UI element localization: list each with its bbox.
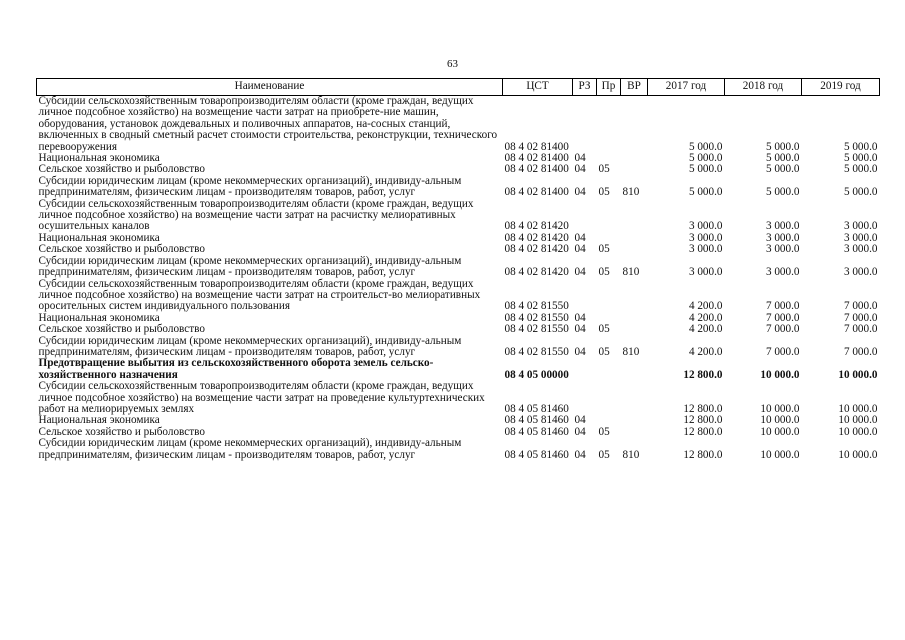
row-vr: 810 bbox=[622, 345, 640, 358]
row-rz bbox=[573, 381, 597, 415]
row-2018: 10 000.0 bbox=[760, 425, 800, 438]
row-2017: 5 000.0 bbox=[688, 152, 723, 165]
row-cst: 08 4 02 81550 bbox=[504, 345, 569, 358]
row-rz: 04 bbox=[574, 414, 586, 427]
row-rz: 04 bbox=[574, 186, 586, 199]
row-2019: 3 000.0 bbox=[843, 266, 878, 279]
row-2017: 12 800.0 bbox=[683, 414, 723, 427]
row-rz: 04 bbox=[574, 231, 586, 244]
row-name: Сельское хозяйство и рыболовство bbox=[38, 425, 205, 438]
row-2019: 7 000.0 bbox=[843, 323, 878, 336]
row-cst: 08 4 02 81400 bbox=[504, 186, 569, 199]
row-2017: 4 200.0 bbox=[688, 311, 723, 324]
table-row bbox=[37, 358, 880, 381]
row-rz bbox=[573, 199, 597, 233]
row-2018: 7 000.0 bbox=[765, 311, 800, 324]
row-cst: 08 4 05 81460 bbox=[504, 414, 569, 427]
row-name: Субсидии сельскохозяйственным товаропроизводителям области (кроме граждан, ведущих личное подсобное хозяйство) на возмещение части затрат на проведение культуртехнических работ на мелиорируемых землях bbox=[38, 380, 485, 415]
row-rz: 04 bbox=[574, 266, 586, 279]
row-2019: 10 000.0 bbox=[838, 448, 878, 461]
table-row bbox=[37, 244, 880, 255]
row-2019: 10 000.0 bbox=[838, 425, 878, 438]
budget-table bbox=[36, 78, 880, 461]
row-2017: 5 000.0 bbox=[688, 140, 723, 153]
row-pr: 05 bbox=[598, 266, 610, 279]
row-2017: 12 800.0 bbox=[683, 368, 723, 381]
row-pr bbox=[597, 381, 621, 415]
row-cst: 08 4 05 81460 bbox=[504, 402, 569, 415]
row-rz bbox=[573, 279, 597, 313]
row-vr bbox=[621, 279, 648, 313]
row-name: Субсидии сельскохозяйственным товаропроизводителям области (кроме граждан, ведущих личное подсобное хозяйство) на возмещение части затрат на приобрете-ние машин, оборудования, установок дождевальных и поливочных аппаратов, на-сосных станций, включенных в сводный сметный расчет стоимости строительства, реконструкции, технического перевооружения bbox=[38, 95, 498, 153]
row-cst: 08 4 02 81550 bbox=[504, 300, 569, 313]
row-rz: 04 bbox=[574, 311, 586, 324]
row-vr bbox=[621, 153, 648, 164]
row-name: Субсидии сельскохозяйственным товаропроизводителям области (кроме граждан, ведущих личное подсобное хозяйство) на возмещение части затрат на строительст-во мелиоративных оросительных систем индивидуального пользования bbox=[38, 277, 481, 313]
row-rz bbox=[573, 96, 597, 154]
page-number: 63 bbox=[447, 58, 458, 70]
table-header-row bbox=[37, 79, 880, 96]
row-2019: 7 000.0 bbox=[843, 345, 878, 358]
row-2017: 12 800.0 bbox=[683, 425, 723, 438]
row-2019: 10 000.0 bbox=[838, 368, 878, 381]
row-name: Субсидии юридическим лицам (кроме некоммерческих организаций), индивиду-альным предпринимателям, физическим лицам - производителям товаров, работ, услуг bbox=[38, 174, 462, 199]
row-2019: 5 000.0 bbox=[843, 152, 878, 165]
row-2017: 5 000.0 bbox=[688, 163, 723, 176]
row-name: Предотвращение выбытия из сельскохозяйственного оборота земель сельско-хозяйственного назначения bbox=[38, 357, 434, 381]
row-pr: 05 bbox=[598, 425, 610, 438]
row-vr bbox=[621, 381, 648, 415]
row-vr bbox=[621, 427, 648, 438]
row-vr bbox=[621, 199, 648, 233]
row-vr bbox=[621, 415, 648, 426]
row-2019: 7 000.0 bbox=[843, 311, 878, 324]
row-cst: 08 4 02 81400 bbox=[504, 163, 569, 176]
row-vr: 810 bbox=[622, 448, 640, 461]
header-rz: РЗ bbox=[573, 79, 597, 96]
row-2017: 12 800.0 bbox=[683, 402, 723, 415]
row-pr bbox=[597, 199, 621, 233]
row-2017: 3 000.0 bbox=[688, 231, 723, 244]
row-name: Сельское хозяйство и рыболовство bbox=[38, 163, 205, 176]
table-body bbox=[37, 96, 880, 462]
row-2019: 5 000.0 bbox=[843, 186, 878, 199]
table-row bbox=[37, 176, 880, 199]
row-rz: 04 bbox=[574, 425, 586, 438]
table-row bbox=[37, 438, 880, 461]
header-2019: 2019 год bbox=[802, 79, 880, 96]
row-rz: 04 bbox=[574, 323, 586, 336]
row-vr: 810 bbox=[622, 186, 640, 199]
row-2018: 3 000.0 bbox=[765, 266, 800, 279]
row-2018: 5 000.0 bbox=[765, 186, 800, 199]
row-2019: 5 000.0 bbox=[843, 140, 878, 153]
row-2018: 3 000.0 bbox=[765, 243, 800, 256]
row-rz: 04 bbox=[574, 152, 586, 165]
row-name: Субсидии юридическим лицам (кроме некоммерческих организаций), индивиду-альным предпринимателям, физическим лицам - производителям товаров, работ, услуг bbox=[38, 334, 462, 358]
row-2017: 12 800.0 bbox=[683, 448, 723, 461]
row-2018: 7 000.0 bbox=[765, 323, 800, 336]
row-2019: 7 000.0 bbox=[843, 300, 878, 313]
row-name: Национальная экономика bbox=[38, 311, 160, 324]
row-2017: 4 200.0 bbox=[688, 300, 723, 313]
header-vr: ВР bbox=[621, 79, 648, 96]
row-vr bbox=[621, 96, 648, 154]
row-2018: 5 000.0 bbox=[765, 152, 800, 165]
row-2017: 4 200.0 bbox=[688, 345, 723, 358]
row-2017: 3 000.0 bbox=[688, 243, 723, 256]
row-pr bbox=[597, 279, 621, 313]
row-cst: 08 4 02 81400 bbox=[504, 140, 569, 153]
header-2018: 2018 год bbox=[725, 79, 802, 96]
row-name: Сельское хозяйство и рыболовство bbox=[38, 243, 205, 256]
row-pr: 05 bbox=[598, 243, 610, 256]
row-vr: 810 bbox=[622, 266, 640, 279]
header-name: Наименование bbox=[37, 79, 503, 96]
table-row bbox=[37, 324, 880, 335]
row-cst: 08 4 05 00000 bbox=[504, 368, 569, 381]
row-2017: 3 000.0 bbox=[688, 266, 723, 279]
row-cst: 08 4 02 81400 bbox=[504, 152, 569, 165]
row-rz: 04 bbox=[574, 243, 586, 256]
row-2018: 10 000.0 bbox=[760, 448, 800, 461]
row-name: Субсидии сельскохозяйственным товаропроизводителям области (кроме граждан, ведущих личное подсобное хозяйство) на возмещение части затрат на расчистку мелиоративных осушительных каналов bbox=[38, 197, 474, 233]
row-pr: 05 bbox=[598, 163, 610, 176]
row-rz bbox=[573, 358, 597, 381]
row-2018: 7 000.0 bbox=[765, 300, 800, 313]
row-2018: 3 000.0 bbox=[765, 231, 800, 244]
row-vr bbox=[621, 233, 648, 244]
row-cst: 08 4 02 81420 bbox=[504, 243, 569, 256]
row-2019: 10 000.0 bbox=[838, 402, 878, 415]
row-vr bbox=[621, 324, 648, 335]
table-row bbox=[37, 336, 880, 359]
row-2017: 5 000.0 bbox=[688, 186, 723, 199]
row-vr bbox=[621, 358, 648, 381]
table-row bbox=[37, 279, 880, 313]
row-2017: 4 200.0 bbox=[688, 323, 723, 336]
row-2018: 5 000.0 bbox=[765, 163, 800, 176]
row-2019: 10 000.0 bbox=[838, 414, 878, 427]
row-vr bbox=[621, 164, 648, 175]
row-vr bbox=[621, 244, 648, 255]
row-pr: 05 bbox=[598, 345, 610, 358]
row-name: Национальная экономика bbox=[38, 231, 160, 244]
header-cst: ЦСТ bbox=[503, 79, 573, 96]
row-cst: 08 4 02 81420 bbox=[504, 220, 569, 233]
row-2018: 10 000.0 bbox=[760, 414, 800, 427]
row-cst: 08 4 02 81420 bbox=[504, 231, 569, 244]
row-2018: 3 000.0 bbox=[765, 220, 800, 233]
row-cst: 08 4 05 81460 bbox=[504, 425, 569, 438]
row-name: Национальная экономика bbox=[38, 152, 160, 165]
table-row bbox=[37, 256, 880, 279]
row-rz: 04 bbox=[574, 163, 586, 176]
row-2018: 10 000.0 bbox=[760, 368, 800, 381]
row-2018: 7 000.0 bbox=[765, 345, 800, 358]
row-rz: 04 bbox=[574, 345, 586, 358]
row-pr: 05 bbox=[598, 323, 610, 336]
row-name: Субсидии юридическим лицам (кроме некоммерческих организаций), индивиду-альным предпринимателям, физическим лицам - производителям товаров, работ, услуг bbox=[38, 437, 462, 461]
row-cst: 08 4 02 81420 bbox=[504, 266, 569, 279]
row-rz: 04 bbox=[574, 448, 586, 461]
row-cst: 08 4 02 81550 bbox=[504, 311, 569, 324]
header-2017: 2017 год bbox=[648, 79, 725, 96]
row-vr bbox=[621, 313, 648, 324]
row-cst: 08 4 02 81550 bbox=[504, 323, 569, 336]
row-pr bbox=[597, 358, 621, 381]
row-2019: 3 000.0 bbox=[843, 220, 878, 233]
row-name: Сельское хозяйство и рыболовство bbox=[38, 323, 205, 336]
table-row bbox=[37, 381, 880, 415]
row-2017: 3 000.0 bbox=[688, 220, 723, 233]
row-pr bbox=[597, 96, 621, 154]
table-row bbox=[37, 199, 880, 233]
row-2018: 10 000.0 bbox=[760, 402, 800, 415]
header-pr: Пр bbox=[597, 79, 621, 96]
row-name: Национальная экономика bbox=[38, 414, 160, 427]
row-name: Субсидии юридическим лицам (кроме некоммерческих организаций), индивиду-альным предпринимателям, физическим лицам - производителям товаров, работ, услуг bbox=[38, 254, 462, 279]
row-pr: 05 bbox=[598, 186, 610, 199]
row-pr: 05 bbox=[598, 448, 610, 461]
row-2019: 5 000.0 bbox=[843, 163, 878, 176]
row-2019: 3 000.0 bbox=[843, 231, 878, 244]
row-2018: 5 000.0 bbox=[765, 140, 800, 153]
row-cst: 08 4 05 81460 bbox=[504, 448, 569, 461]
table-row bbox=[37, 96, 880, 154]
row-2019: 3 000.0 bbox=[843, 243, 878, 256]
